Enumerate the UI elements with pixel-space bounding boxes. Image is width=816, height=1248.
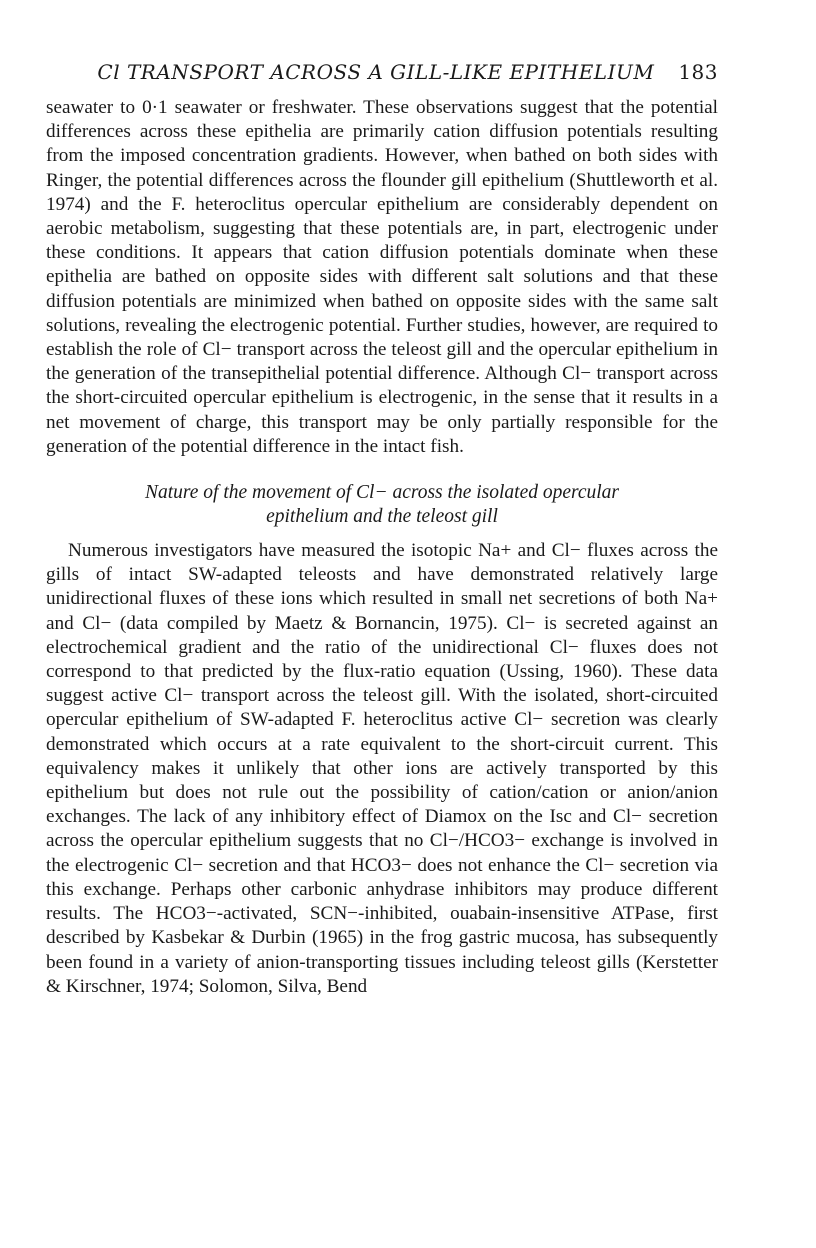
body-paragraph-2: Numerous investigators have measured the isotopic Na+ and Cl− fluxes across the gills of intact SW-adapted teleosts and have demonstrated relatively large unidirectional fluxes of these ions which resulted in small net secretions of both Na+ and Cl− (data compiled by Maetz & Bornancin, 1975). Cl− is secreted against an electrochemical gradient and the ratio of the unidirectional Cl− fluxes does not correspond to that predicted by the flux-ratio equation (Ussing, 1960). These data suggest active Cl− transport across the teleost gill. With the isolated, short-circuited opercular epithelium of SW-adapted F. heteroclitus active Cl− secretion was clearly demonstrated which occurs at a rate equivalent to the short-circuit current. This equivalency makes it unlikely that other ions are actively transported by this epithelium but does not rule out the possibility of cation/cation or anion/anion exchanges. The lack of any inhibitory effect of Diamox on the Isc and Cl− secretion across the opercular epithelium suggests that no Cl−/HCO3− exchange is involved in the electrogenic Cl− secretion and that HCO3− does not enhance the Cl− secretion via this exchange. Perhaps other carbonic anhydrase inhibitors may produce different results. The HCO3−-activated, SCN−-inhibited, ouabain-insensitive ATPase, first described by Kasbekar & Durbin (1965) in the frog gastric mucosa, has subsequently been found in a variety of anion-transporting tissues including teleost gills (Kerstetter & Kirschner, 1974; Solomon, Silva, Bend: [46, 540, 718, 997]
page-number: 183: [678, 60, 718, 84]
running-head: [46, 60, 718, 84]
section-heading-line-1: Nature of the movement of Cl− across the isolated opercular: [144, 482, 620, 504]
section-heading: [46, 481, 718, 529]
section-heading-line-2: epithelium and the teleost gill: [266, 506, 498, 528]
body-paragraph-1: seawater to 0·1 seawater or freshwater. These observations suggest that the potential differences across these epithelia are primarily cation diffusion potentials resulting from the imposed concentration gradients. However, when bathed on both sides with Ringer, the potential differences across the flounder gill epithelium (Shuttleworth et al. 1974) and the F. heteroclitus opercular epithelium are considerably dependent on aerobic metabolism, suggesting that these potentials are, in part, electrogenic under these conditions. It appears that cation diffusion potentials dominate when these epithelia are bathed on opposite sides with different salt solutions and that these diffusion potentials are minimized when bathed on opposite sides with the same salt solutions, revealing the electrogenic potential. Further studies, however, are required to establish the role of Cl− transport across the teleost gill and the opercular epithelium in the generation of the transepithelial potential difference. Although Cl− transport across the short-circuited opercular epithelium is electrogenic, in the sense that it results in a net movement of charge, this transport may be only partially responsible for the generation of the potential difference in the intact fish.: [46, 97, 718, 457]
running-head-title: Cl TRANSPORT ACROSS A GILL-LIKE EPITHELIUM: [97, 60, 655, 84]
page: [46, 60, 718, 999]
